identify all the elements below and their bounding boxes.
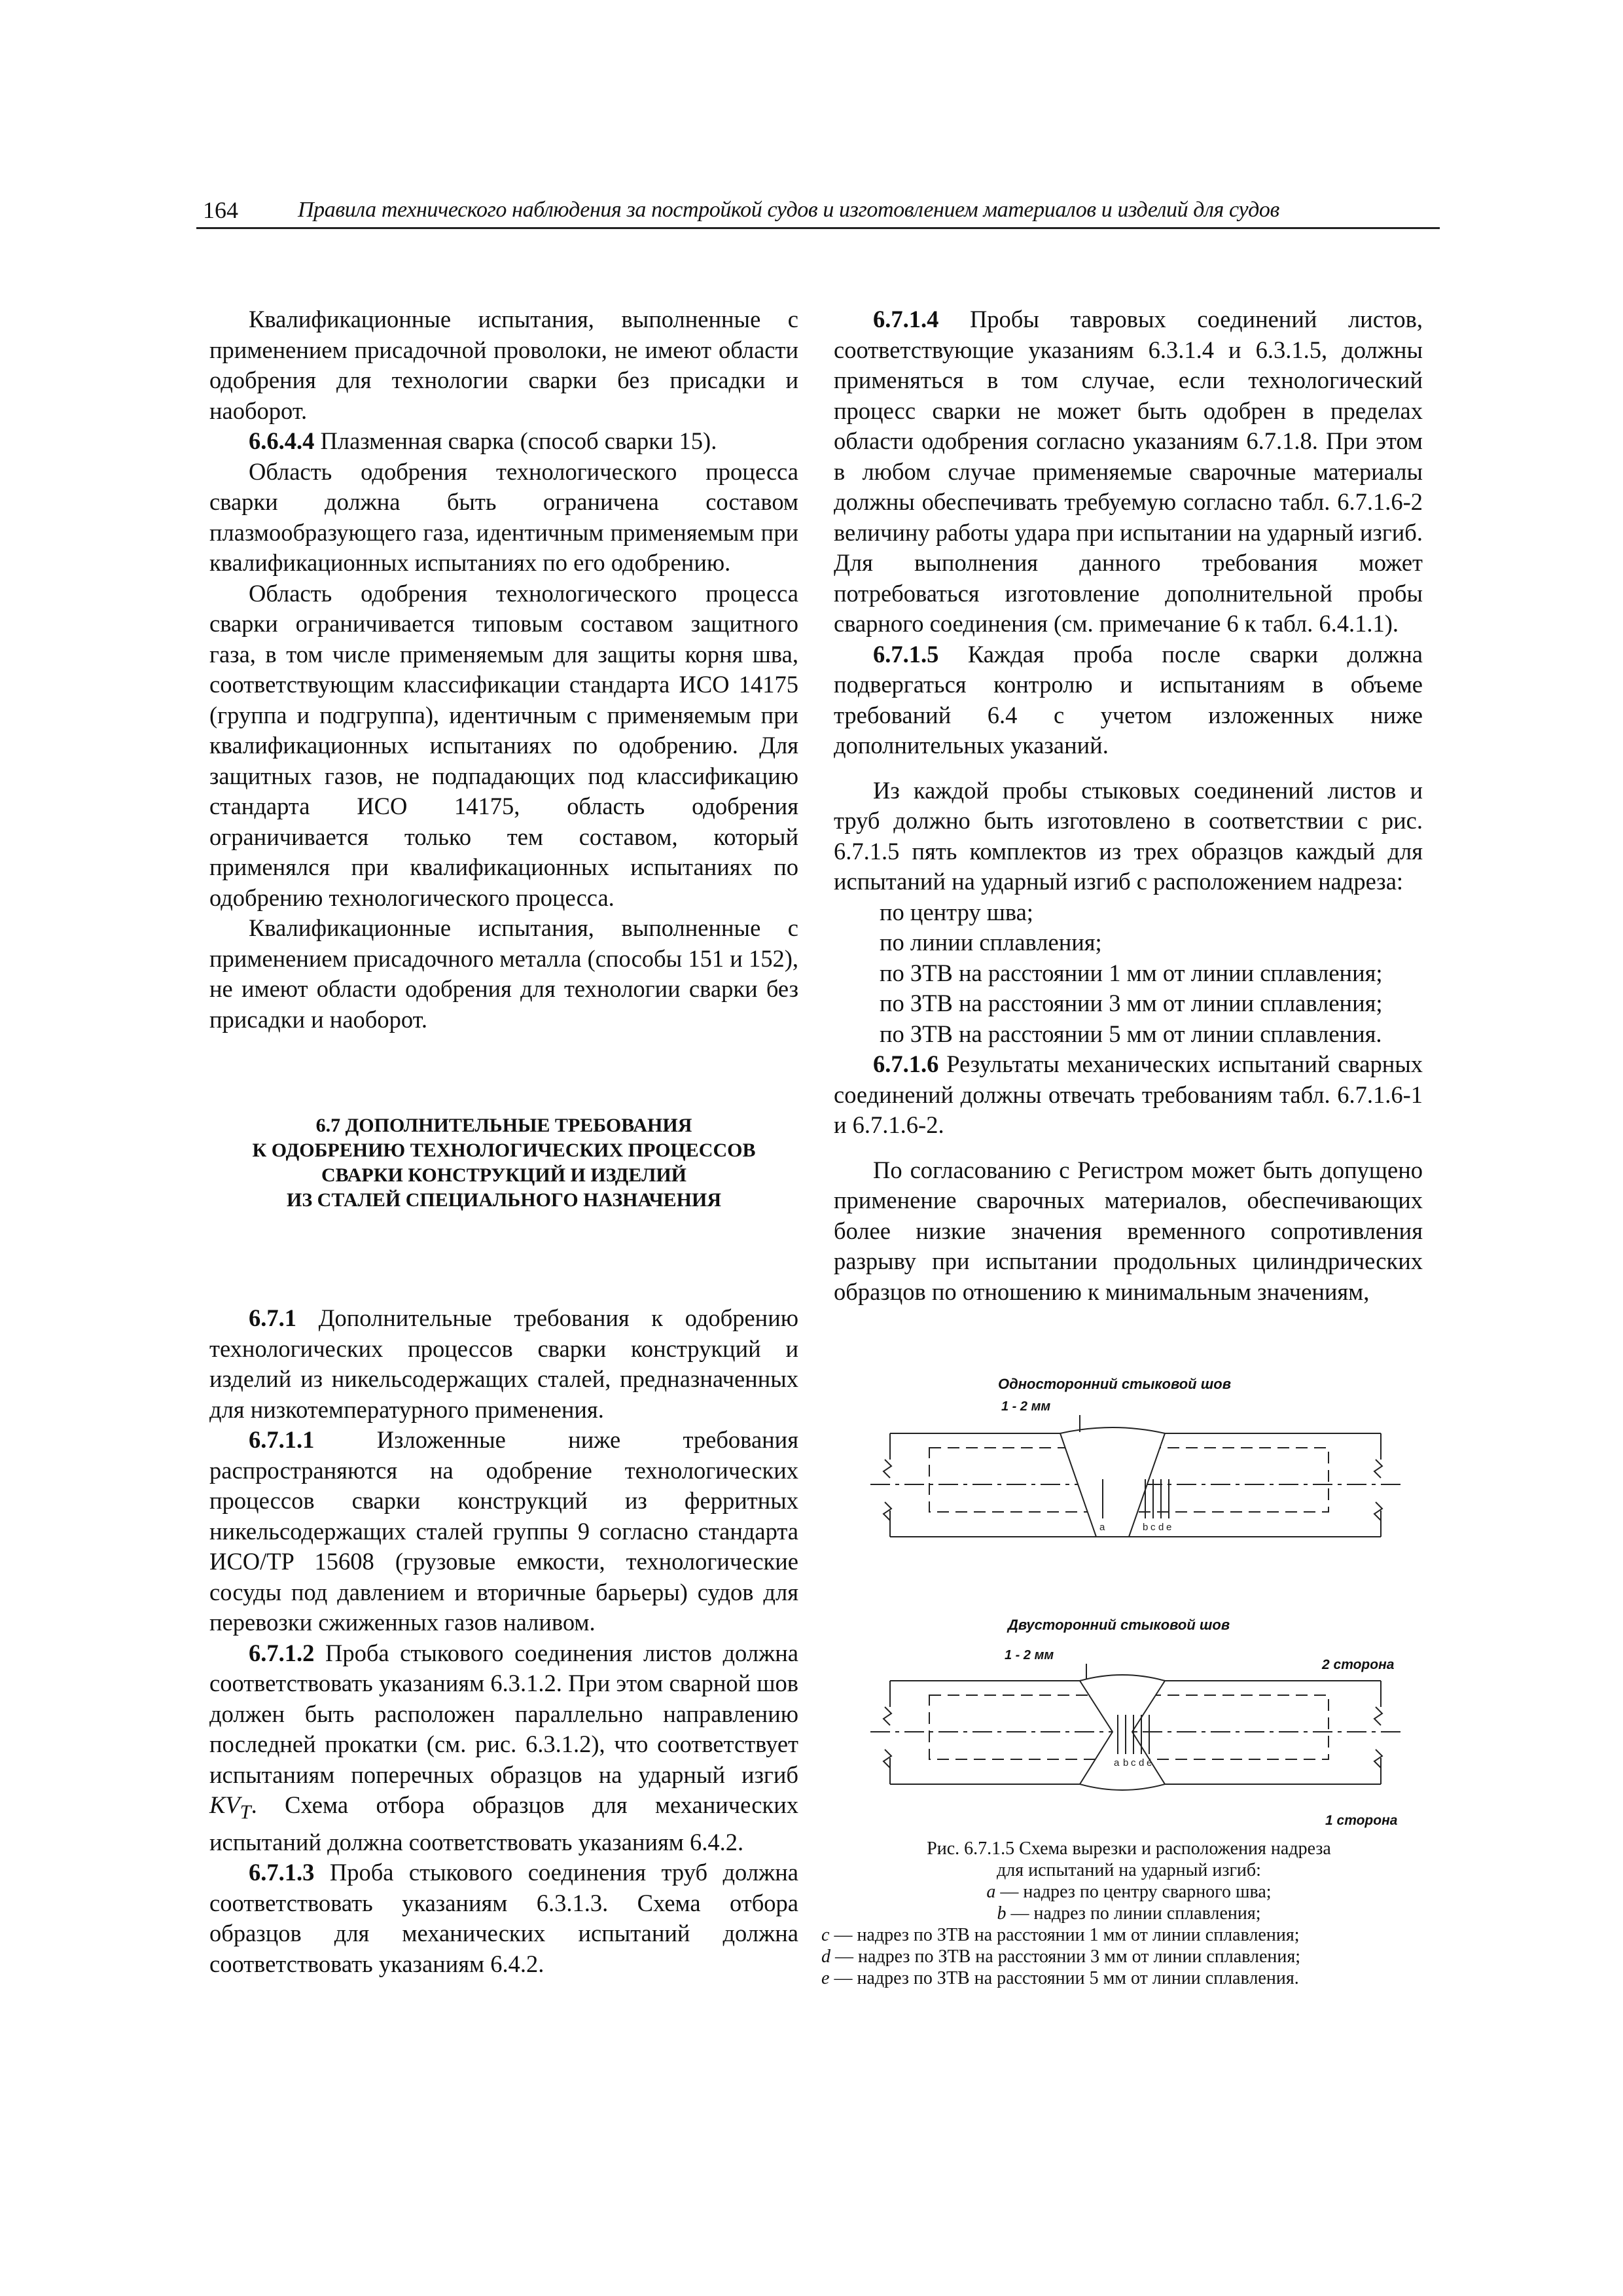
paragraph: 6.7.1.2 Проба стыкового соединения листов должна соответствовать указаниям 6.3.1.2. При этом сварной шов должен быть расположен параллельно направлению последней прокатки (см. рис. 6.3.1.2), что соответствует испытаниям поперечных образцов на ударный изгиб $KV_T$. Схема отбора образцов для механических испытаний должна соответствовать указаниям 6.4.2. [209, 1639, 798, 1856]
paragraph: Из каждой пробы стыковых соединений листов и труб должно быть изготовлено в соответствии с рис. 6.7.1.5 пять комплектов из трех образцов каждый для испытаний на ударный изгиб с расположением надреза: [834, 776, 1423, 895]
letter-d: d [1139, 1757, 1145, 1768]
figure-caption: Рис. 6.7.1.5 Схема вырезки и расположения надреза для испытаний на ударный изгиб: a — надрез по центру сварного шва; b — надрез по линии сплавления; c — надрез по ЗТВ на расстоянии 1 мм от линии сплавления; d — надрез по ЗТВ на расстоянии 3 мм от линии сплавления; e — надрез по ЗТВ на расстоянии 5 мм от линии сплавления. [821, 1838, 1436, 1989]
letter-c: c [1131, 1757, 1136, 1768]
list-item: по центру шва; [880, 898, 1033, 925]
list-item: по ЗТВ на расстоянии 3 мм от линии сплавления; [880, 990, 1383, 1016]
clause-number: 6.7.1.4 [873, 306, 939, 332]
single-sided-title: Односторонний стыковой шов [998, 1376, 1232, 1392]
list-item: по ЗТВ на расстоянии 1 мм от линии сплавления; [880, 959, 1383, 986]
clause-number: 6.7.1.3 [249, 1859, 315, 1886]
weld-diagram [870, 1361, 1459, 1859]
weld-diagram-figure [870, 1361, 1459, 2153]
paragraph: По согласованию с Регистром может быть допущено применение сварочных материалов, обеспечивающих более низкие значения временного сопротивления разрыву при испытании продольных цилиндрических образцов по отношению к минимальным значениям, [834, 1156, 1423, 1305]
page-header [196, 196, 1440, 229]
caption-item: e — надрез по ЗТВ на расстоянии 5 мм от линии сплавления. [821, 1968, 1299, 1988]
paragraph: 6.7.1.3 Проба стыкового соединения труб должна соответствовать указаниям 6.3.1.3. Схема отбора образцов для механических испытаний должна соответствовать указаниям 6.4.2. [209, 1859, 798, 1977]
letter-a: a [1099, 1522, 1105, 1533]
single-sided-dim: 1 - 2 мм [1001, 1399, 1051, 1414]
letter-e: e [1147, 1757, 1152, 1768]
clause-number: 6.7.1.2 [249, 1639, 315, 1666]
paragraph: 6.7.1.5 Каждая проба после сварки должна подвергаться контролю и испытаниям в объеме требований 6.4 с учетом изложенных ниже дополнительных указаний. [834, 640, 1423, 759]
clause-number: 6.7.1.1 [249, 1426, 315, 1453]
section-title: 6.7 ДОПОЛНИТЕЛЬНЫЕ ТРЕБОВАНИЯ К ОДОБРЕНИЮ ТЕХНОЛОГИЧЕСКИХ ПРОЦЕССОВ СВАРКИ КОНСТРУКЦИЙ И ИЗДЕЛИЙ ИЗ СТАЛЕЙ СПЕЦИАЛЬНОГО НАЗНАЧЕНИЯ [252, 1115, 756, 1211]
letter-d: d [1158, 1522, 1164, 1533]
paragraph: Область одобрения технологического процесса сварки ограничивается типовым составом защитного газа, в том числе применяемым для защиты корня шва, соответствующим классификации стандарта ИСО 14175 (группа и подгруппа), идентичным с применяемым при квалификационных испытаниях по одобрению. Для защитных газов, не подпадающих под классификацию стандарта ИСО 14175, область одобрения ограничивается только тем составом, который применялся при квалификационных испытаниях по одобрению технологического процесса. [209, 579, 798, 911]
double-sided-title: Двусторонний стыковой шов [1008, 1617, 1230, 1633]
paragraph: Область одобрения технологического процесса сварки должна быть ограничена составом плазмообразующего газа, идентичным применяемым при квалификационных испытаниях по его одобрению. [209, 457, 798, 576]
side-2-label: 2 сторона [1322, 1657, 1395, 1672]
paragraph: 6.7.1.4 Пробы тавровых соединений листов, соответствующие указаниям 6.3.1.4 и 6.3.1.5, должны применяться в том случае, если технологический процесс сварки не может быть одобрен в пределах области одобрения согласно указаниям 6.7.1.8. При этом в любом случае применяемые сварочные материалы должны обеспечивать требуемую согласно табл. 6.7.1.6-2 величину работы удара при испытании на ударный изгиб. Для выполнения данного требования может потребоваться изготовление дополнительной пробы сварного соединения (см. примечание 6 к табл. 6.4.1.1). [834, 306, 1423, 637]
kv-symbol: KV [209, 1791, 240, 1818]
paragraph: Квалификационные испытания, выполненные с применением присадочного металла (способы 151 и 152), не имеют области одобрения для технологии сварки без присадки и наоборот. [209, 914, 798, 1033]
caption-item: c — надрез по ЗТВ на расстоянии 1 мм от линии сплавления; [821, 1925, 1300, 1945]
paragraph: 6.7.1.1 Изложенные ниже требования распространяются на одобрение технологических процессов сварки конструкций из ферритных никельсодержащих сталей группы 9 согласно стандарта ИСО/TP 15608 (грузовые емкости, технологические сосуды под давлением и вторичные барьеры) судов для перевозки сжиженных газов наливом. [209, 1426, 798, 1636]
letter-e: e [1166, 1522, 1172, 1533]
running-title: Правила технического наблюдения за постройкой судов и изготовлением материалов и изделий для судов [298, 198, 1279, 222]
header-rule [196, 227, 1440, 229]
page-number: 164 [203, 197, 238, 223]
right-column [834, 304, 1423, 1307]
letter-b: b [1123, 1757, 1129, 1768]
paragraph: 6.6.4.4 Плазменная сварка (способ сварки 15). [249, 427, 717, 454]
paragraph: Квалификационные испытания, выполненные с применением присадочной проволоки, не имеют области одобрения для технологии сварки без присадки и наоборот. [209, 306, 798, 424]
clause-number: 6.6.4.4 [249, 427, 315, 454]
list-item: по линии сплавления; [880, 929, 1102, 956]
paragraph: 6.7.1.6 Результаты механических испытаний сварных соединений должны отвечать требованиям табл. 6.7.1.6-1 и 6.7.1.6-2. [834, 1050, 1423, 1138]
left-column [209, 304, 798, 1979]
list-item: по ЗТВ на расстоянии 5 мм от линии сплавления. [880, 1020, 1382, 1047]
clause-number: 6.7.1.6 [873, 1050, 939, 1077]
clause-number: 6.7.1 [249, 1304, 296, 1331]
paragraph: 6.7.1 Дополнительные требования к одобрению технологических процессов сварки конструкций и изделий из никельсодержащих сталей, предназначенных для низкотемпературного применения. [209, 1304, 798, 1423]
double-sided-weld [870, 1664, 1400, 1790]
letter-c: c [1150, 1522, 1156, 1533]
side-1-label: 1 сторона [1325, 1813, 1398, 1828]
single-sided-weld [870, 1415, 1400, 1537]
double-sided-dim: 1 - 2 мм [1005, 1648, 1054, 1662]
caption-item: b — надрез по линии сплавления; [997, 1903, 1261, 1924]
letter-b: b [1143, 1522, 1149, 1533]
caption-item: a — надрез по центру сварного шва; [986, 1882, 1272, 1902]
caption-item: d — надрез по ЗТВ на расстоянии 3 мм от линии сплавления; [821, 1946, 1301, 1967]
letter-a: a [1114, 1757, 1120, 1768]
clause-number: 6.7.1.5 [873, 640, 939, 668]
